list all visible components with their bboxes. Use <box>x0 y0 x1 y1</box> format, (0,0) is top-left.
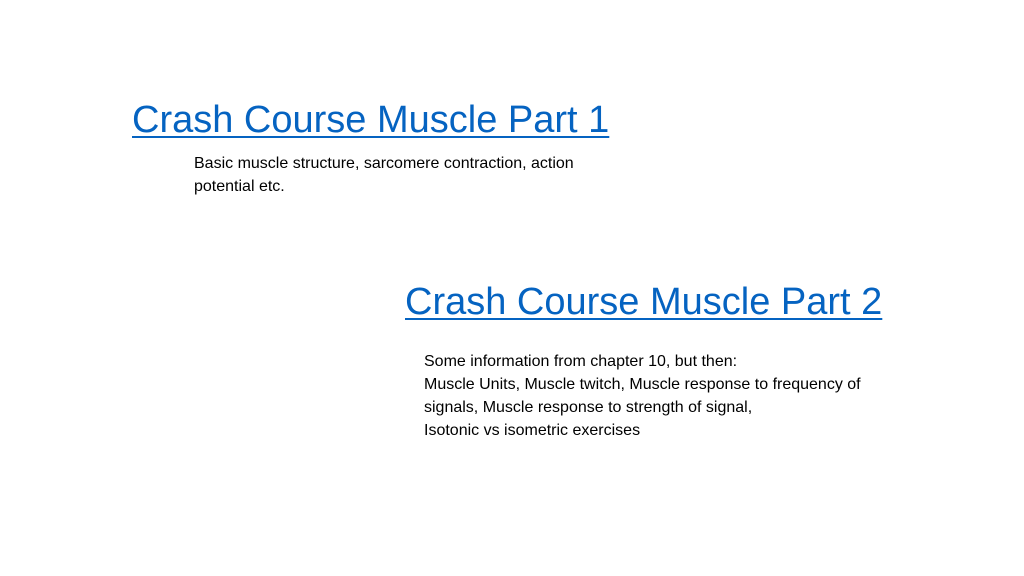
part-2-description-line-2: Muscle Units, Muscle twitch, Muscle response to frequency of signals, Muscle response to strength of signal, <box>424 376 861 416</box>
crash-course-part-2-link[interactable]: Crash Course Muscle Part 2 <box>405 281 883 323</box>
part-1-description <box>194 152 634 198</box>
part-1-description-text: Basic muscle structure, sarcomere contraction, action potential etc. <box>194 155 574 195</box>
part-2-description-line-3: Isotonic vs isometric exercises <box>424 422 641 439</box>
crash-course-part-1-link[interactable]: Crash Course Muscle Part 1 <box>132 99 610 141</box>
part-2-description-line-1: Some information from chapter 10, but then: <box>424 353 738 370</box>
part-2-description <box>424 350 904 442</box>
